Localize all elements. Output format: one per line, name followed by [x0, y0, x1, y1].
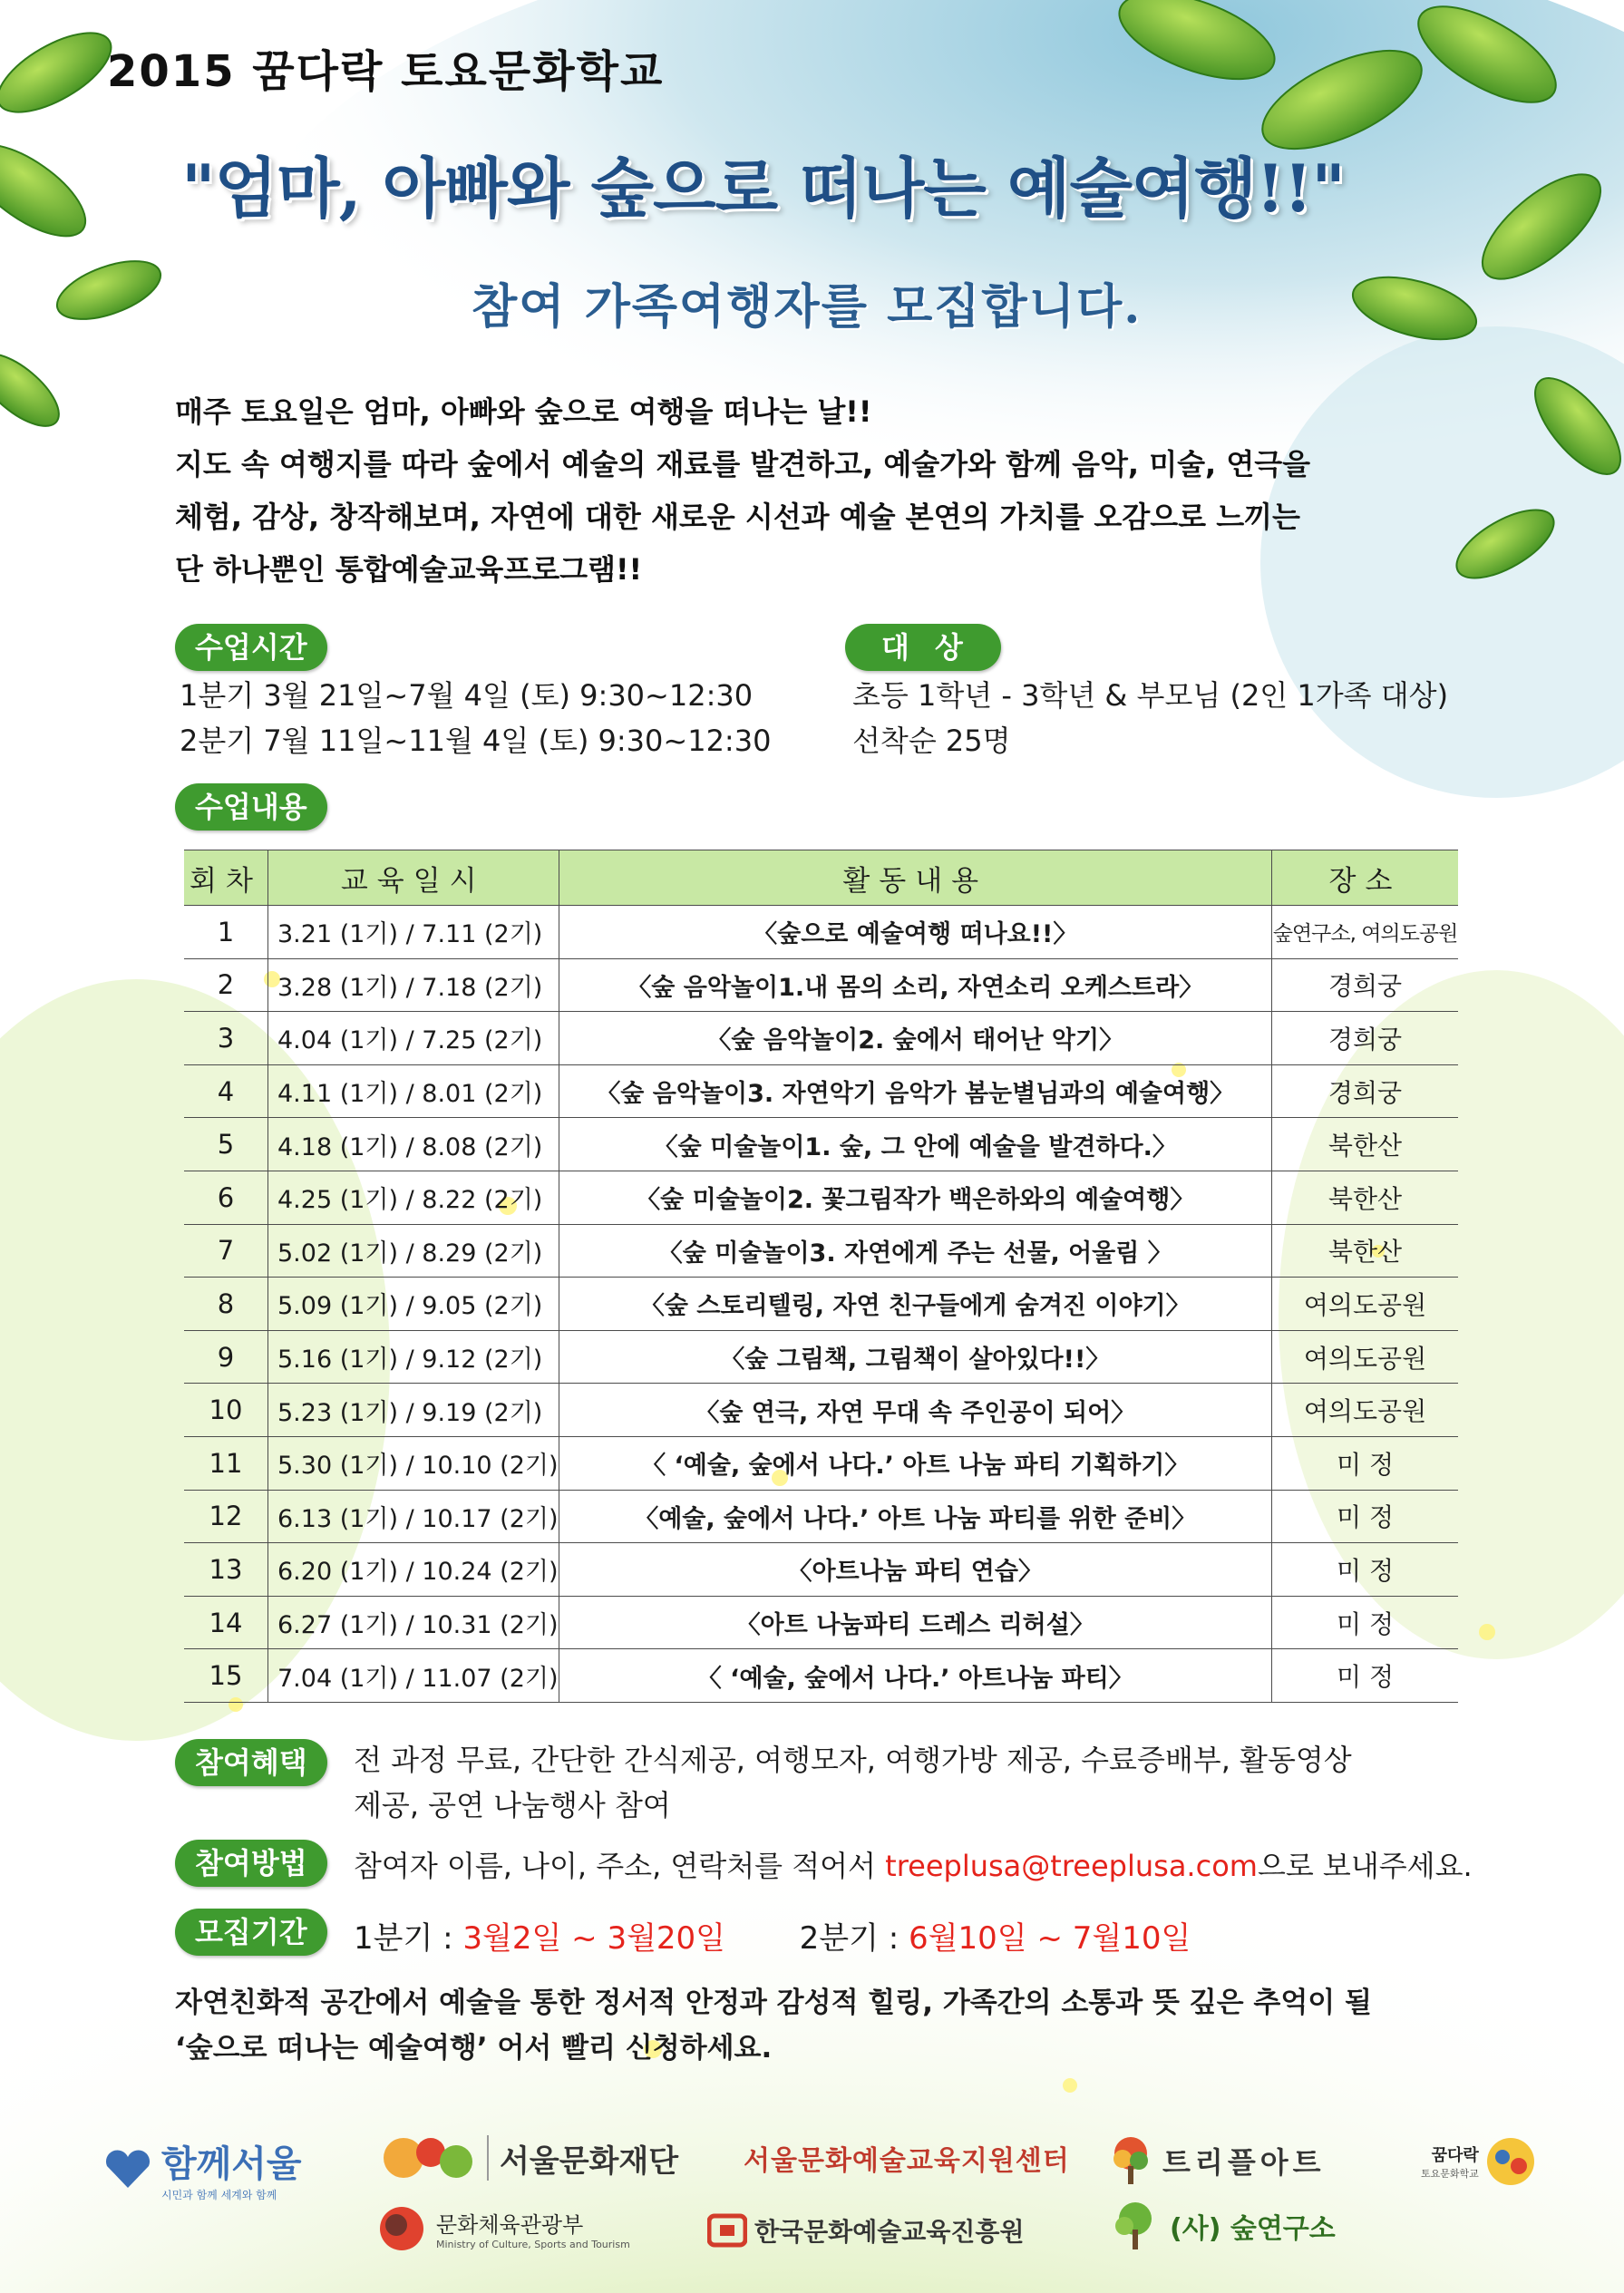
class-time-term1: 1분기 3월 21일~7월 4일 (토) 9:30~12:30	[180, 678, 754, 713]
date-cell: 6.13 (1기) / 10.17 (2기)	[268, 1490, 559, 1543]
target-line: 초등 1학년 - 3학년 & 부모님 (2인 1가족 대상)	[852, 678, 1449, 713]
place-cell: 미 정	[1272, 1596, 1459, 1649]
activity-cell: 〈 ‘예술, 숲에서 나다.’ 아트 나눔 파티 기획하기〉	[559, 1436, 1272, 1490]
date-cell: 5.02 (1기) / 8.29 (2기)	[268, 1224, 559, 1278]
arte-text: 한국문화예술교육진흥원	[754, 2217, 1025, 2247]
place-cell: 미 정	[1272, 1649, 1459, 1703]
method-instruction: 참여자 이름, 나이, 주소, 연락처를 적어서	[354, 1849, 886, 1883]
table-row	[184, 1330, 1458, 1384]
schedule-table	[184, 850, 1458, 1703]
table-row	[184, 1064, 1458, 1118]
benefit-line: 제공, 공연 나눔행사 참여	[354, 1788, 671, 1822]
activity-cell: 〈숲 음악놀이3. 자연악기 음악가 봄눈별님과의 예술여행〉	[559, 1064, 1272, 1118]
header-place: 장소	[1272, 850, 1459, 906]
date-cell: 4.18 (1기) / 8.08 (2기)	[268, 1118, 559, 1171]
dreamdarak-mark-icon	[1484, 2135, 1537, 2188]
table-row	[184, 1224, 1458, 1278]
place-cell: 북한산	[1272, 1118, 1459, 1171]
dreamdarak-text: 꿈다락	[1431, 2146, 1479, 2165]
date-cell: 5.30 (1기) / 10.10 (2기)	[268, 1436, 559, 1490]
tree-icon	[1108, 2135, 1153, 2186]
round-cell: 5	[184, 1118, 268, 1171]
activity-cell: 〈숲 미술놀이2. 꽃그림작가 백은하와의 예술여행〉	[559, 1171, 1272, 1224]
ministry-logo	[376, 2203, 630, 2254]
place-cell: 경희궁	[1272, 1012, 1459, 1065]
method-label: 참여방법	[175, 1840, 327, 1887]
intro-line: 매주 토요일은 엄마, 아빠와 숲으로 여행을 떠나는 날!!	[175, 394, 872, 429]
place-cell: 경희궁	[1272, 958, 1459, 1012]
dreamdarak-logo	[1421, 2135, 1537, 2188]
benefit-text	[354, 1737, 1469, 1828]
date-cell: 3.21 (1기) / 7.11 (2기)	[268, 906, 559, 959]
place-cell: 여의도공원	[1272, 1278, 1459, 1331]
arte-logo	[707, 2212, 1025, 2249]
activity-cell: 〈숲 그림책, 그림책이 살아있다!!〉	[559, 1330, 1272, 1384]
table-row	[184, 1436, 1458, 1490]
seoul-sub: 시민과 함께 세계와 함께	[161, 2189, 277, 2201]
seoul-text: 함께서울	[161, 2142, 302, 2185]
round-cell: 2	[184, 958, 268, 1012]
treeplusart-text: 트리플아트	[1162, 2145, 1326, 2180]
activity-cell: 〈숲 미술놀이1. 숲, 그 안에 예술을 발견하다.〉	[559, 1118, 1272, 1171]
activity-cell: 〈예술, 숲에서 나다.’ 아트 나눔 파티를 위한 준비〉	[559, 1490, 1272, 1543]
place-cell: 북한산	[1272, 1224, 1459, 1278]
intro-line: 체험, 감상, 창작해보며, 자연에 대한 새로운 시선과 예술 본연의 가치를 오감으로 느끼는	[175, 500, 1300, 534]
round-cell: 3	[184, 1012, 268, 1065]
target-line: 선착순 25명	[852, 724, 1011, 758]
round-cell: 12	[184, 1490, 268, 1543]
activity-cell: 〈아트 나눔파티 드레스 리허설〉	[559, 1596, 1272, 1649]
activity-cell: 〈숲 미술놀이3. 자연에게 주는 선물, 어울림 〉	[559, 1224, 1272, 1278]
date-cell: 5.16 (1기) / 9.12 (2기)	[268, 1330, 559, 1384]
target-label: 대상	[845, 624, 1001, 671]
round-cell: 11	[184, 1436, 268, 1490]
heart-hands-icon	[100, 2146, 156, 2191]
benefit-line: 전 과정 무료, 간단한 간식제공, 여행모자, 여행가방 제공, 수료증배부, 활동영상	[354, 1743, 1352, 1777]
round-cell: 10	[184, 1384, 268, 1437]
round-cell: 4	[184, 1064, 268, 1118]
place-cell: 여의도공원	[1272, 1330, 1459, 1384]
table-row	[184, 1543, 1458, 1597]
activity-cell: 〈숲 음악놀이1.내 몸의 소리, 자연소리 오케스트라〉	[559, 958, 1272, 1012]
place-cell: 경희궁	[1272, 1064, 1459, 1118]
table-row	[184, 1649, 1458, 1703]
activity-cell: 〈아트나눔 파티 연습〉	[559, 1543, 1272, 1597]
table-row	[184, 958, 1458, 1012]
ministry-en: Ministry of Culture, Sports and Tourism	[436, 2239, 630, 2250]
date-cell: 4.11 (1기) / 8.01 (2기)	[268, 1064, 559, 1118]
round-cell: 9	[184, 1330, 268, 1384]
round-cell: 15	[184, 1649, 268, 1703]
activity-cell: 〈숲 음악놀이2. 숲에서 태어난 악기〉	[559, 1012, 1272, 1065]
date-cell: 5.23 (1기) / 9.19 (2기)	[268, 1384, 559, 1437]
round-cell: 7	[184, 1224, 268, 1278]
closing-line: ‘숲으로 떠나는 예술여행’ 어서 빨리 신청하세요.	[175, 2032, 773, 2065]
subtitle: 참여 가족여행자를 모집합니다.	[472, 279, 1143, 335]
activity-cell: 〈숲 연극, 자연 무대 속 주인공이 되어〉	[559, 1384, 1272, 1437]
sfac-text: 서울문화재단	[500, 2142, 679, 2180]
content-label: 수업내용	[175, 783, 327, 831]
treeplusart-logo	[1108, 2135, 1326, 2186]
date-cell: 7.04 (1기) / 11.07 (2기)	[268, 1649, 559, 1703]
term1-label: 1분기 :	[354, 1920, 463, 1957]
method-instruction-end: 으로 보내주세요.	[1257, 1849, 1473, 1883]
arts-edu-center-text: 서울문화예술교육지원센터	[744, 2145, 1070, 2177]
dreamdarak-sub: 토요문화학교	[1421, 2168, 1479, 2180]
target-text	[852, 673, 1448, 763]
forest-institute-text: (사) 숲연구소	[1170, 2213, 1336, 2245]
table-row	[184, 1490, 1458, 1543]
header-activity: 활동내용	[559, 850, 1272, 906]
table-row	[184, 1118, 1458, 1171]
class-time-text	[180, 673, 771, 763]
intro-line: 단 하나뿐인 통합예술교육프로그램!!	[175, 552, 643, 587]
period-label: 모집기간	[175, 1909, 327, 1956]
place-cell: 북한산	[1272, 1171, 1459, 1224]
sfac-mark-icon	[376, 2131, 476, 2185]
seoul-logo	[100, 2135, 302, 2202]
ministry-text: 문화체육관광부	[436, 2212, 584, 2238]
arts-edu-center-logo	[744, 2138, 1070, 2178]
intro-paragraph	[175, 385, 1481, 596]
term1-dates: 3월2일 ~ 3월20일	[462, 1920, 726, 1957]
method-text	[354, 1843, 1473, 1885]
period-text	[354, 1913, 1191, 1958]
forest-tree-icon	[1108, 2199, 1162, 2253]
place-cell: 숲연구소, 여의도공원	[1272, 906, 1459, 959]
date-cell: 6.20 (1기) / 10.24 (2기)	[268, 1543, 559, 1597]
class-time-term2: 2분기 7월 11일~11월 4일 (토) 9:30~12:30	[180, 724, 772, 758]
term2-dates: 6월10일 ~ 7월10일	[909, 1920, 1191, 1957]
round-cell: 6	[184, 1171, 268, 1224]
place-cell: 미 정	[1272, 1436, 1459, 1490]
activity-cell: 〈 ‘예술, 숲에서 나다.’ 아트나눔 파티〉	[559, 1649, 1272, 1703]
date-cell: 4.25 (1기) / 8.22 (2기)	[268, 1171, 559, 1224]
activity-cell: 〈숲 스토리텔링, 자연 친구들에게 숨겨진 이야기〉	[559, 1278, 1272, 1331]
table-header-row	[184, 850, 1458, 906]
date-cell: 5.09 (1기) / 9.05 (2기)	[268, 1278, 559, 1331]
date-cell: 6.27 (1기) / 10.31 (2기)	[268, 1596, 559, 1649]
sfac-logo	[376, 2131, 678, 2185]
round-cell: 14	[184, 1596, 268, 1649]
table-row	[184, 1384, 1458, 1437]
date-cell: 3.28 (1기) / 7.18 (2기)	[268, 958, 559, 1012]
date-cell: 4.04 (1기) / 7.25 (2기)	[268, 1012, 559, 1065]
table-row	[184, 906, 1458, 959]
header-title: 2015 꿈다락 토요문화학교	[107, 46, 665, 97]
class-time-label: 수업시간	[175, 624, 327, 671]
round-cell: 13	[184, 1543, 268, 1597]
round-cell: 1	[184, 906, 268, 959]
place-cell: 미 정	[1272, 1490, 1459, 1543]
place-cell: 미 정	[1272, 1543, 1459, 1597]
ministry-mark-icon	[376, 2203, 427, 2254]
email-link[interactable]: treeplusa@treeplusa.com	[885, 1849, 1258, 1883]
activity-cell: 〈숲으로 예술여행 떠나요!!〉	[559, 906, 1272, 959]
round-cell: 8	[184, 1278, 268, 1331]
table-row	[184, 1596, 1458, 1649]
benefit-label: 참여혜택	[175, 1739, 327, 1786]
arte-mark-icon	[707, 2212, 747, 2249]
table-row	[184, 1278, 1458, 1331]
table-row	[184, 1171, 1458, 1224]
term2-label: 2분기 :	[799, 1920, 909, 1957]
place-cell: 여의도공원	[1272, 1384, 1459, 1437]
intro-line: 지도 속 여행지를 따라 숲에서 예술의 재료를 발견하고, 예술가와 함께 음악, 미술, 연극을	[175, 447, 1311, 481]
closing-message	[175, 1980, 1481, 2071]
main-title: "엄마, 아빠와 숲으로 떠나는 예술여행!!"	[181, 150, 1345, 227]
header-date: 교육일시	[268, 850, 559, 906]
closing-line: 자연친화적 공간에서 예술을 통한 정서적 안정과 감성적 힐링, 가족간의 소통과 뜻 깊은 추억이 될	[175, 1987, 1372, 2019]
header-round: 회차	[184, 850, 268, 906]
forest-institute-logo	[1108, 2199, 1336, 2253]
table-row	[184, 1012, 1458, 1065]
